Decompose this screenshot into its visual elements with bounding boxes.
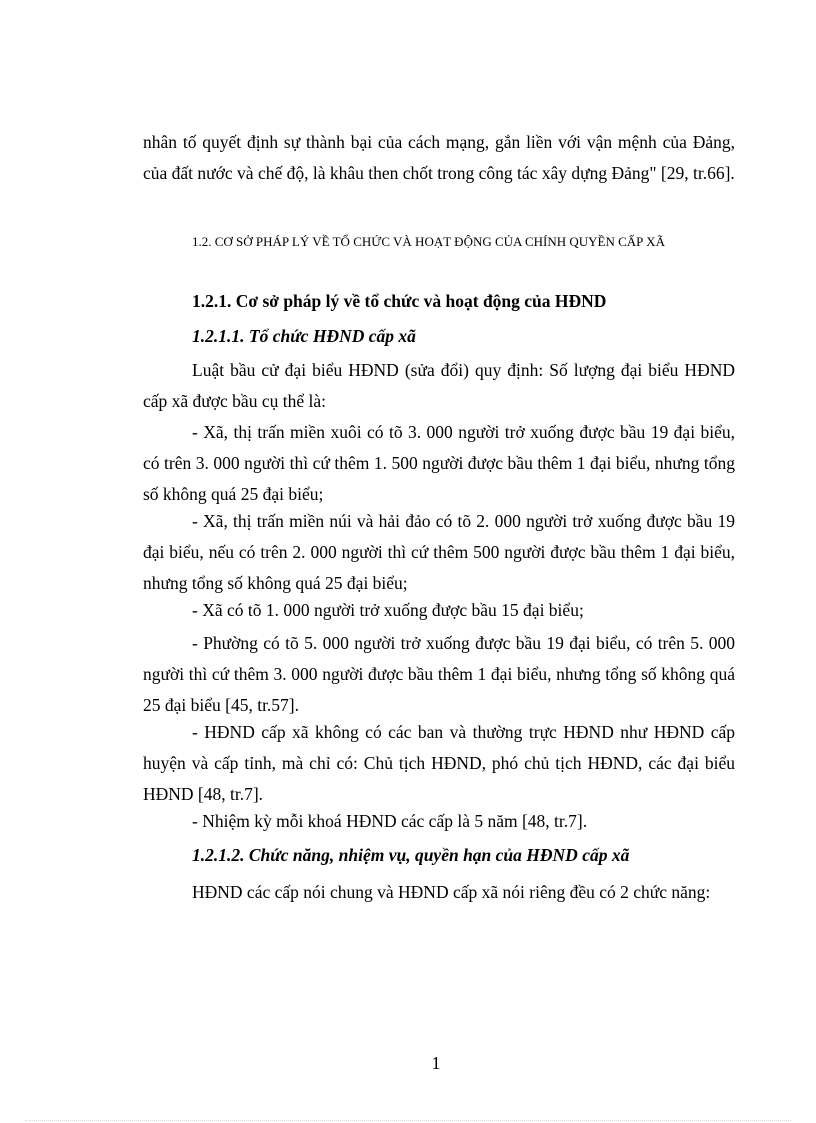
list-item-commune: - Xã có tõ 1. 000 người trở xuống được bầu 15 đại biểu; (192, 600, 584, 620)
list-item-mountain: - Xã, thị trấn miền núi và hải đảo có tõ 2. 000 người trở xuống được bầu 19 đại biểu, nếu có trên 2. 000 người thì cứ thêm 500 người được bầu thêm 1 đại biểu, nhưng tổng số không quá 25 đại biểu; (143, 511, 735, 593)
list-item-term: - Nhiệm kỳ mỗi khoá HĐND các cấp là 5 năm [48, tr.7]. (192, 811, 588, 831)
section-heading: 1.2. CƠ SỞ PHÁP LÝ VỀ TỔ CHỨC VÀ HOẠT ĐỘNG CỦA CHÍNH QUYỀN CẤP XÃ (192, 234, 665, 249)
list-item-council-structure: - HĐND cấp xã không có các ban và thường trực HĐND như HĐND cấp huyện và cấp tỉnh, mà chỉ có: Chủ tịch HĐND, phó chủ tịch HĐND, các đại biểu HĐND [48, tr.7]. (143, 722, 735, 804)
list-item-ward: - Phường có tõ 5. 000 người trở xuống được bầu 19 đại biểu, có trên 5. 000 người thì cứ thêm 3. 000 người được bầu thêm 1 đại biểu, nhưng tổng số không quá 25 đại biểu [45, tr.57]. (143, 633, 735, 715)
page-number: 1 (431, 1053, 441, 1073)
subsubsection-heading: 1.2.1.1. Tổ chức HĐND cấp xã (192, 326, 416, 346)
paragraph-continuation: nhân tố quyết định sự thành bại của cách mạng, gắn liền với vận mệnh của Đảng, của đất nước và chế độ, là khâu then chốt trong công tác xây dựng Đảng" [29, tr.66]. (143, 132, 735, 183)
subsubsection-heading-functions: 1.2.1.2. Chức năng, nhiệm vụ, quyền hạn của HĐND cấp xã (192, 845, 630, 865)
subsection-heading: 1.2.1. Cơ sở pháp lý về tổ chức và hoạt động của HĐND (192, 291, 607, 311)
page-bottom-divider (25, 1120, 791, 1121)
paragraph-law-intro: Luật bầu cử đại biểu HĐND (sửa đổi) quy định: Số lượng đại biểu HĐND cấp xã được bầu cụ thể là: (143, 360, 735, 411)
list-item-lowland: - Xã, thị trấn miền xuôi có tõ 3. 000 người trở xuống được bầu 19 đại biểu, có trên 3. 000 người thì cứ thêm 1. 500 người được bầu thêm 1 đại biểu, nhưng tổng số không quá 25 đại biểu; (143, 422, 735, 504)
paragraph-functions-intro: HĐND các cấp nói chung và HĐND cấp xã nói riêng đều có 2 chức năng: (192, 882, 711, 902)
